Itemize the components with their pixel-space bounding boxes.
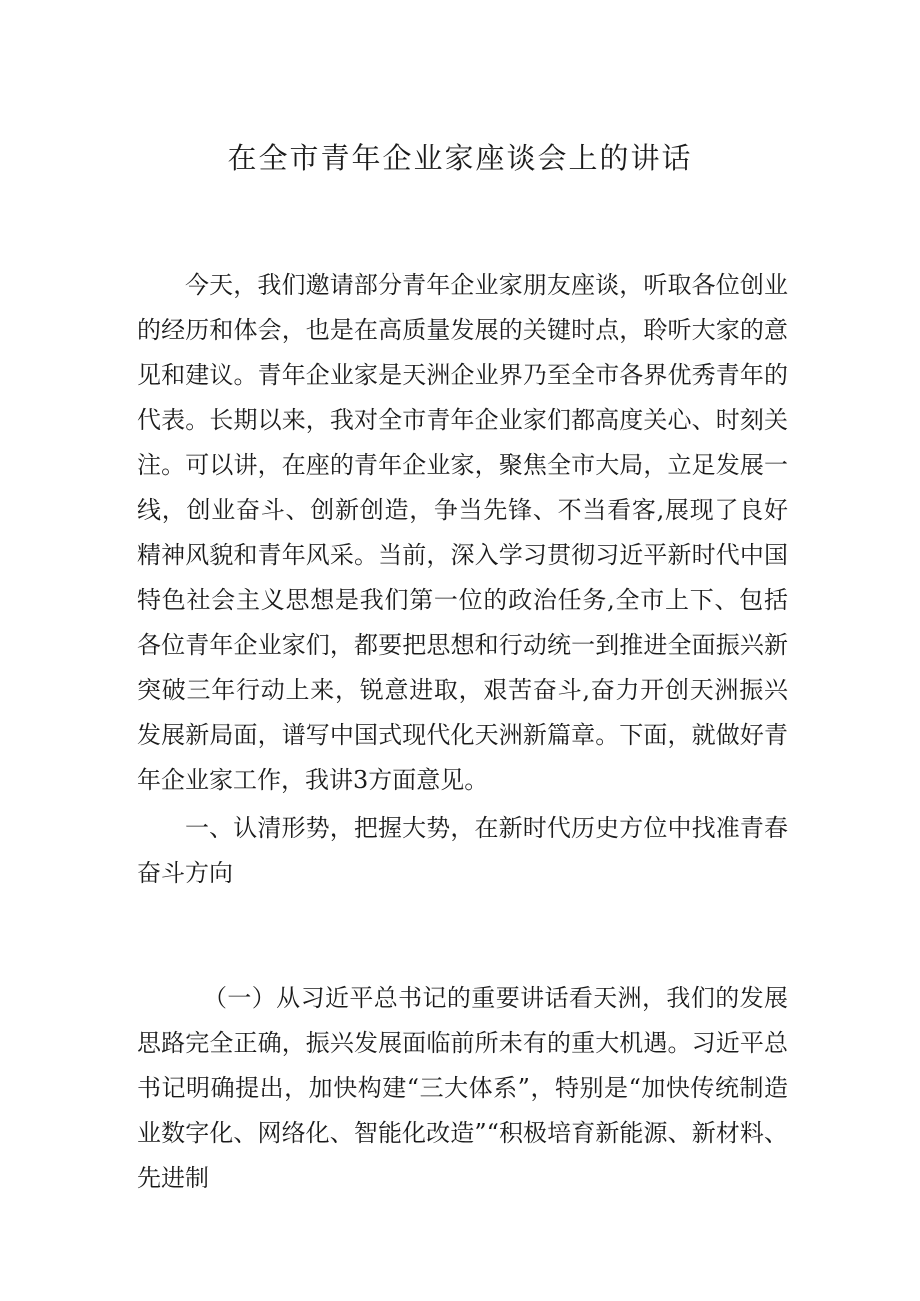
section-heading-1: 一、认清形势，把握大势，在新时代历史方位中找准青春奋斗方向	[137, 814, 788, 887]
document-title: 在全市青年企业家座谈会上的讲话	[227, 141, 693, 175]
subsection-paragraph-1: （一）从习近平总书记的重要讲话看天洲，我们的发展思路完全正确，振兴发展面临前所未有的重大机遇。习近平总书记明确提出，加快构建“三大体系”，特别是“加快传统制造业数字化、网络化、智能化改造”“积极培育新能源、新材料、先进制	[137, 984, 788, 1192]
intro-paragraph: 今天，我们邀请部分青年企业家朋友座谈，听取各位创业的经历和体会，也是在高质量发展的关键时点，聆听大家的意见和建议。青年企业家是天洲企业界乃至全市各界优秀青年的代表。长期以来，我对全市青年企业家们都高度关心、时刻关注。可以讲，在座的青年企业家，聚焦全市大局，立足发展一线，创业奋斗、创新创造，争当先锋、不当看客,展现了良好精神风貌和青年风采。当前，深入学习贯彻习近平新时代中国特色社会主义思想是我们第一位的政治任务,全市上下、包括各位青年企业家们，都要把思想和行动统一到推进全面振兴新突破三年行动上来，锐意进取，艰苦奋斗,奋力开创天洲振兴发展新局面，谱写中国式现代化天洲新篇章。下面，就做好青年企业家工作，我讲3方面意见。	[137, 271, 788, 794]
